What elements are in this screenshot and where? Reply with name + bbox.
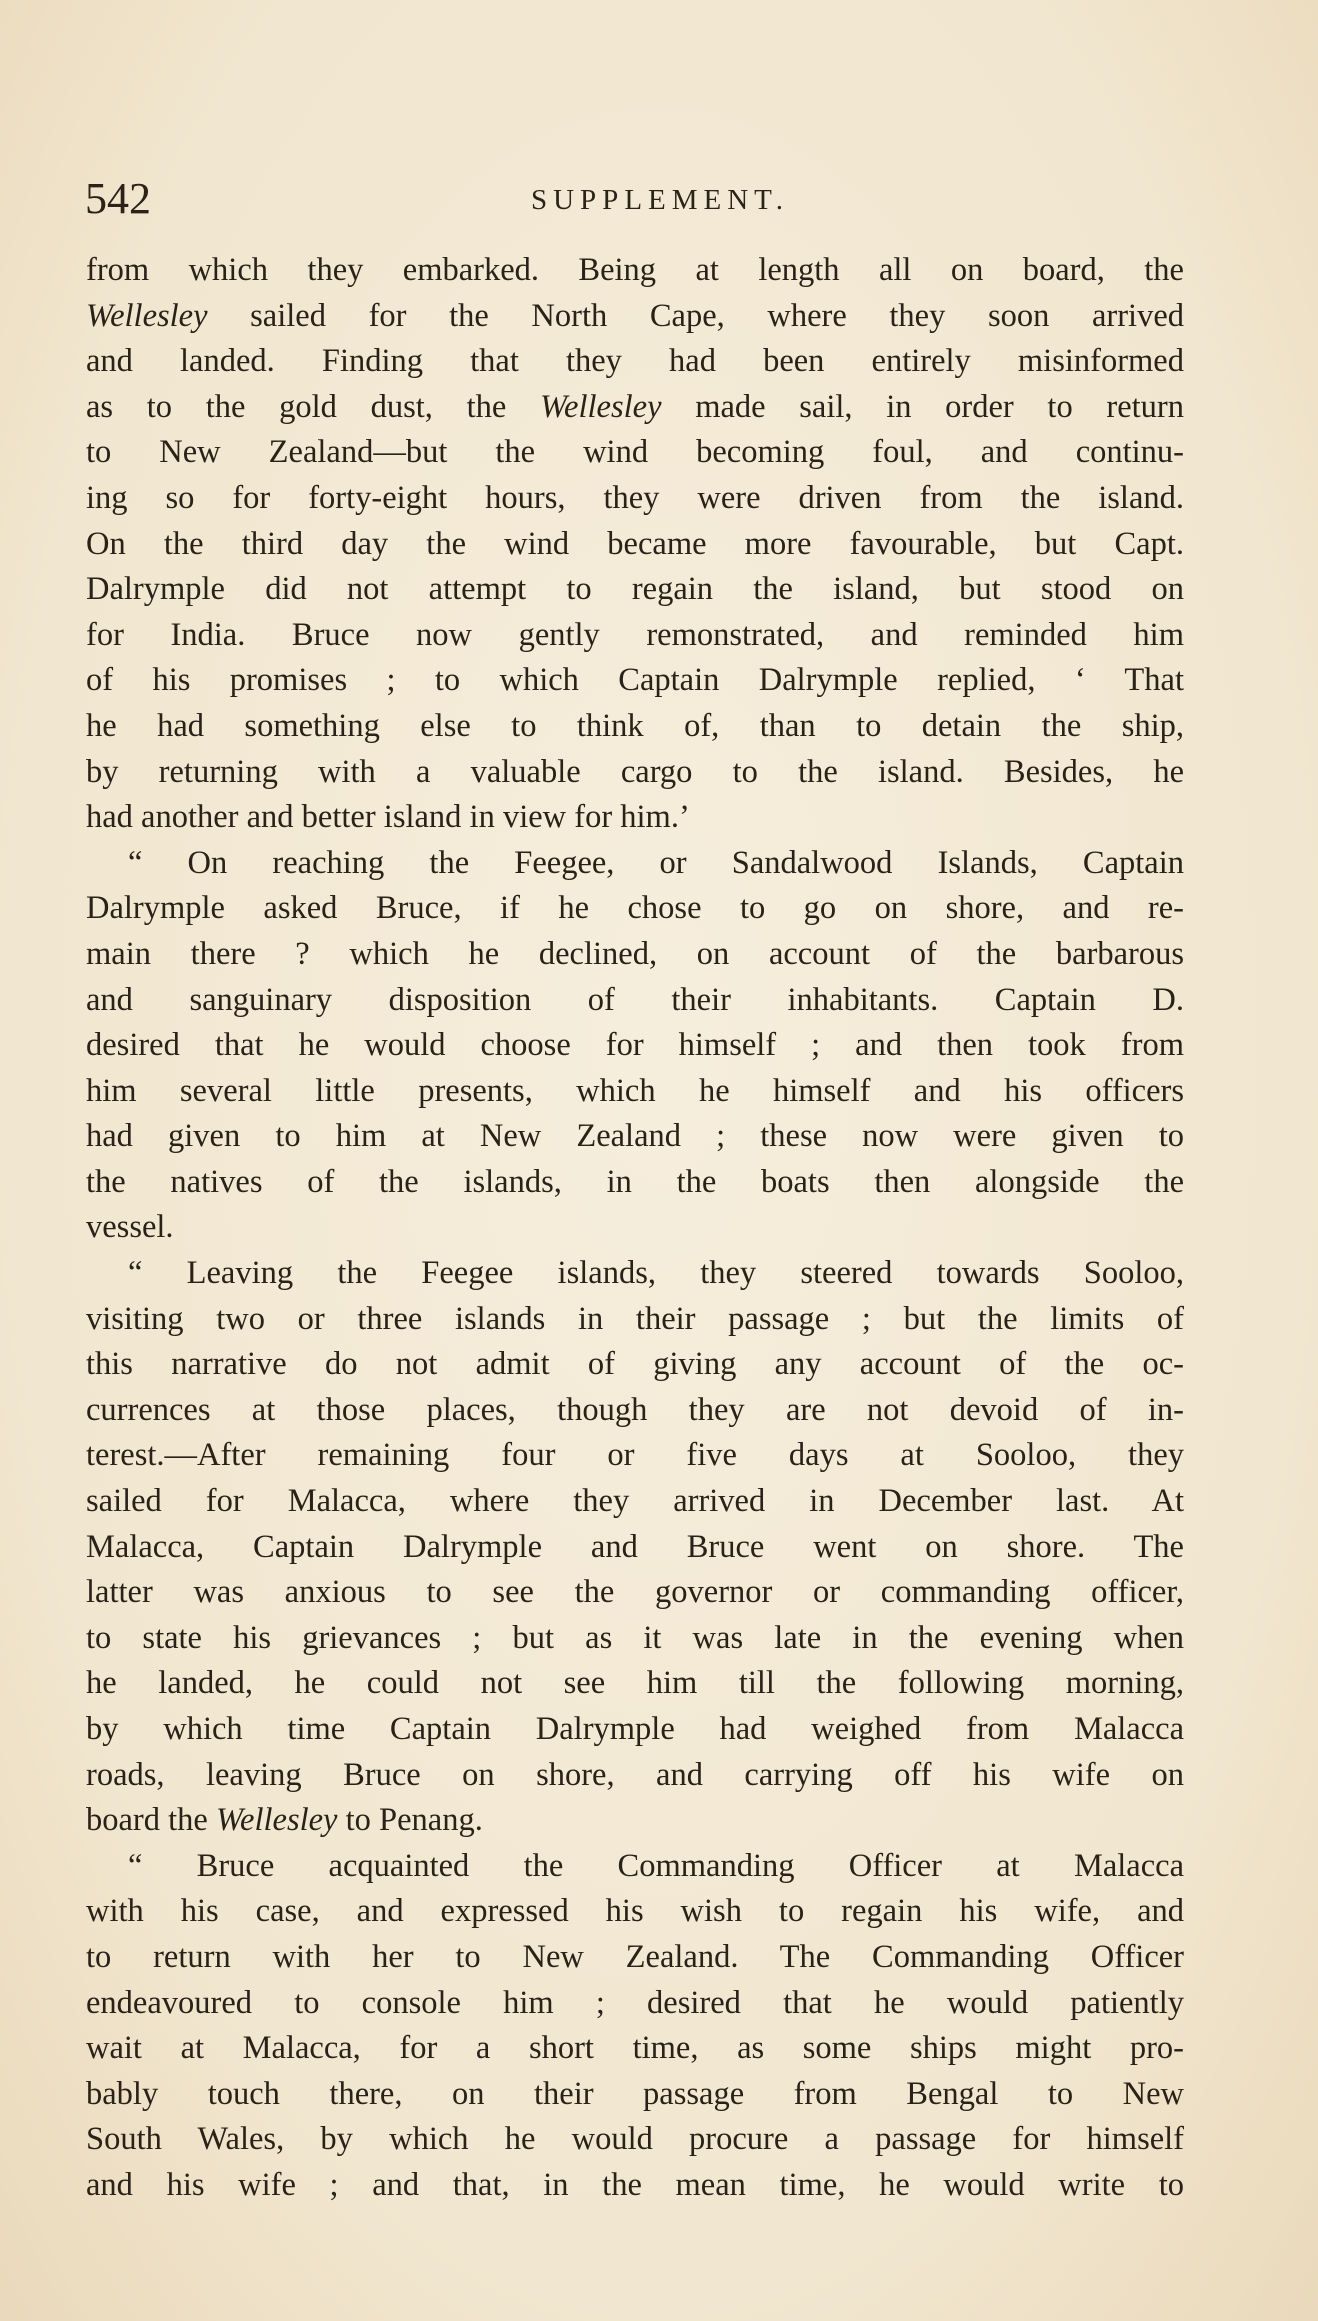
body-text	[86, 248, 1184, 2209]
text-line: him several little presents, which he himself and his officers	[86, 1072, 1184, 1109]
running-head: SUPPLEMENT.	[530, 184, 789, 216]
text-line: terest.—After remaining four or five days at Sooloo, they	[86, 1437, 1184, 1474]
text-line	[86, 385, 1184, 431]
text-run: board the	[86, 1802, 216, 1839]
text-line: “ On reaching the Feegee, or Sandalwood Islands, Captain	[128, 844, 1184, 881]
text-line: Dalrymple did not attempt to regain the island, but stood on	[86, 571, 1184, 608]
text-line: by which time Captain Dalrymple had weighed from Malacca	[86, 1711, 1184, 1747]
text-line: currences at those places, though they are not devoid of in-	[86, 1391, 1184, 1428]
italic-ship-name: Wellesley	[215, 1802, 338, 1839]
text-line: had another and better island in view for him.’	[86, 799, 690, 836]
page-header	[85, 174, 1235, 234]
text-line: desired that he would choose for himself ; and then took from	[86, 1027, 1184, 1064]
text-line: visiting two or three islands in their passage ; but the limits of	[86, 1300, 1184, 1337]
text-line	[86, 1798, 1184, 1844]
text-line: by returning with a valuable cargo to the island. Besides, he	[86, 753, 1184, 790]
text-run: sailed for the North Cape, where they soon arrived	[207, 297, 1184, 334]
text-line: to state his grievances ; but as it was late in the evening when	[86, 1619, 1184, 1656]
text-line: wait at Malacca, for a short time, as some ships might pro-	[86, 2030, 1184, 2067]
text-line: and landed. Finding that they had been entirely misinformed	[86, 343, 1184, 380]
text-line: ing so for forty-eight hours, they were driven from the island.	[86, 479, 1184, 516]
italic-ship-name: Wellesley	[86, 297, 208, 334]
text-line: with his case, and expressed his wish to regain his wife, and	[86, 1893, 1184, 1930]
text-line: for India. Bruce now gently remonstrated, and reminded him	[86, 616, 1184, 653]
text-line: sailed for Malacca, where they arrived in December last. At	[86, 1483, 1184, 1520]
text-line: to return with her to New Zealand. The Commanding Officer	[86, 1938, 1184, 1975]
page-number: 542	[85, 174, 151, 223]
text-line: main there ? which he declined, on account of the barbarous	[86, 935, 1184, 972]
text-line: he landed, he could not see him till the following morning,	[86, 1665, 1184, 1702]
text-run: as to the gold dust, the	[86, 388, 540, 425]
text-line: roads, leaving Bruce on shore, and carrying off his wife on	[86, 1756, 1184, 1793]
text-run: to Penang.	[337, 1802, 483, 1839]
text-line: latter was anxious to see the governor or commanding officer,	[86, 1574, 1184, 1611]
text-line: “ Leaving the Feegee islands, they steered towards Sooloo,	[128, 1255, 1184, 1292]
text-line	[86, 294, 1184, 340]
text-line: had given to him at New Zealand ; these now were given to	[86, 1118, 1184, 1155]
text-line: the natives of the islands, in the boats then alongside the	[86, 1163, 1184, 1200]
text-line: “ Bruce acquainted the Commanding Officer at Malacca	[128, 1847, 1184, 1884]
text-line: South Wales, by which he would procure a passage for himself	[86, 2121, 1184, 2158]
text-line: he had something else to think of, than to detain the ship,	[86, 707, 1184, 744]
text-line: bably touch there, on their passage from Bengal to New	[86, 2075, 1184, 2112]
text-line: On the third day the wind became more favourable, but Capt.	[86, 525, 1184, 562]
text-line: Malacca, Captain Dalrymple and Bruce went on shore. The	[86, 1528, 1184, 1565]
text-line: to New Zealand—but the wind becoming foul, and continu-	[86, 434, 1184, 471]
text-line: this narrative do not admit of giving any account of the oc-	[86, 1346, 1184, 1383]
text-line: and sanguinary disposition of their inhabitants. Captain D.	[86, 981, 1184, 1018]
text-line: Dalrymple asked Bruce, if he chose to go on shore, and re-	[86, 890, 1184, 927]
text-line: endeavoured to console him ; desired that he would patiently	[86, 1984, 1184, 2021]
text-line: from which they embarked. Being at length all on board, the	[86, 252, 1184, 288]
text-line: vessel.	[86, 1209, 174, 1246]
italic-ship-name: Wellesley	[539, 388, 662, 425]
text-line: and his wife ; and that, in the mean time, he would write to	[86, 2166, 1184, 2203]
text-run: made sail, in order to return	[661, 388, 1184, 425]
text-line: of his promises ; to which Captain Dalrymple replied, ‘ That	[86, 662, 1184, 699]
